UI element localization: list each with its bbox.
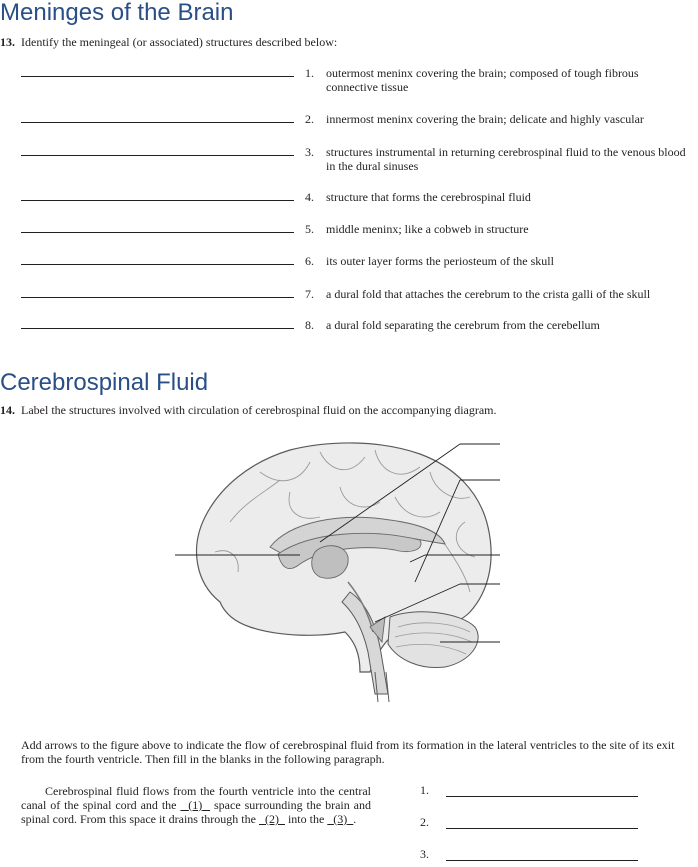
fill-number: 1. <box>420 783 429 797</box>
item-number: 2. <box>305 112 314 126</box>
answer-blank[interactable] <box>21 155 294 156</box>
question-text: Label the structures involved with circulation of cerebrospinal fluid on the accompanying diagram. <box>21 403 497 417</box>
fill-number: 2. <box>420 815 429 829</box>
answer-blank[interactable] <box>21 328 294 329</box>
item-number: 1. <box>305 66 314 80</box>
item-description: a dural fold separating the cerebrum from the cerebellum <box>326 318 600 332</box>
answer-blank[interactable] <box>21 232 294 233</box>
csf-paragraph <box>21 784 371 826</box>
question-number: 13. <box>0 35 15 49</box>
answer-blank[interactable] <box>21 200 294 201</box>
item-description: innermost meninx covering the brain; delicate and highly vascular <box>326 112 644 126</box>
meninges-question-item <box>0 145 698 179</box>
arrows-instruction: Add arrows to the figure above to indicate the flow of cerebrospinal fluid from its formation in the lateral ventricles to the site of its exit from the fourth ventricle. Then fill in the blanks in the following paragraph. <box>21 738 675 766</box>
meninges-question-item <box>0 66 698 100</box>
item-description: its outer layer forms the periosteum of the skull <box>326 254 554 268</box>
blank-3-label: (3) <box>333 812 348 826</box>
meninges-question-item <box>0 112 698 146</box>
paragraph-blank-3 <box>327 812 353 826</box>
brain-diagram <box>170 432 510 702</box>
fill-blank-row-2 <box>420 815 650 835</box>
fill-blank-row-3 <box>420 847 650 867</box>
item-description: structures instrumental in returning cerebrospinal fluid to the venous blood in the dural sinuses <box>326 145 686 173</box>
question-14-instruction <box>0 403 497 417</box>
answer-blank[interactable] <box>21 297 294 298</box>
answer-blank[interactable] <box>446 860 638 861</box>
paragraph-part1: Cerebrospinal fluid flows from the fourth ventricle into the central canal of the spinal cord and the <box>21 784 371 812</box>
item-description: outermost meninx covering the brain; composed of tough fibrous connective tissue <box>326 66 639 94</box>
answer-blank[interactable] <box>446 828 638 829</box>
fill-number: 3. <box>420 847 429 861</box>
item-description: structure that forms the cerebrospinal fluid <box>326 190 531 204</box>
item-description: a dural fold that attaches the cerebrum to the crista galli of the skull <box>326 287 651 301</box>
meninges-question-item <box>0 318 698 352</box>
item-number: 5. <box>305 222 314 236</box>
meninges-question-item <box>0 222 698 256</box>
paragraph-blank-1 <box>180 798 210 812</box>
paragraph-blank-2 <box>259 812 285 826</box>
answer-blank[interactable] <box>21 76 294 77</box>
item-number: 6. <box>305 254 314 268</box>
item-number: 7. <box>305 287 314 301</box>
paragraph-part2: space surrounding the brain and spinal cord. From this space it drains through the <box>21 798 371 826</box>
blank-2-label: (2) <box>264 812 279 826</box>
meninges-question-item <box>0 254 698 288</box>
paragraph-part3: into the <box>287 812 325 826</box>
section-title-csf: Cerebrospinal Fluid <box>0 369 209 396</box>
item-number: 8. <box>305 318 314 332</box>
paragraph-part4: . <box>353 812 357 826</box>
fill-blank-row-1 <box>420 783 650 803</box>
blank-1-label: (1) <box>188 798 203 812</box>
item-number: 4. <box>305 190 314 204</box>
meninges-question-item <box>0 287 698 321</box>
meninges-question-item <box>0 190 698 224</box>
question-number: 14. <box>0 403 15 417</box>
question-text: Identify the meningeal (or associated) structures described below: <box>21 35 338 49</box>
cerebellum <box>388 612 478 668</box>
answer-blank[interactable] <box>446 796 638 797</box>
section-title-meninges: Meninges of the Brain <box>0 0 234 26</box>
answer-blank[interactable] <box>21 264 294 265</box>
answer-blank[interactable] <box>21 122 294 123</box>
item-description: middle meninx; like a cobweb in structure <box>326 222 529 236</box>
question-13-instruction <box>0 35 337 49</box>
item-number: 3. <box>305 145 314 159</box>
